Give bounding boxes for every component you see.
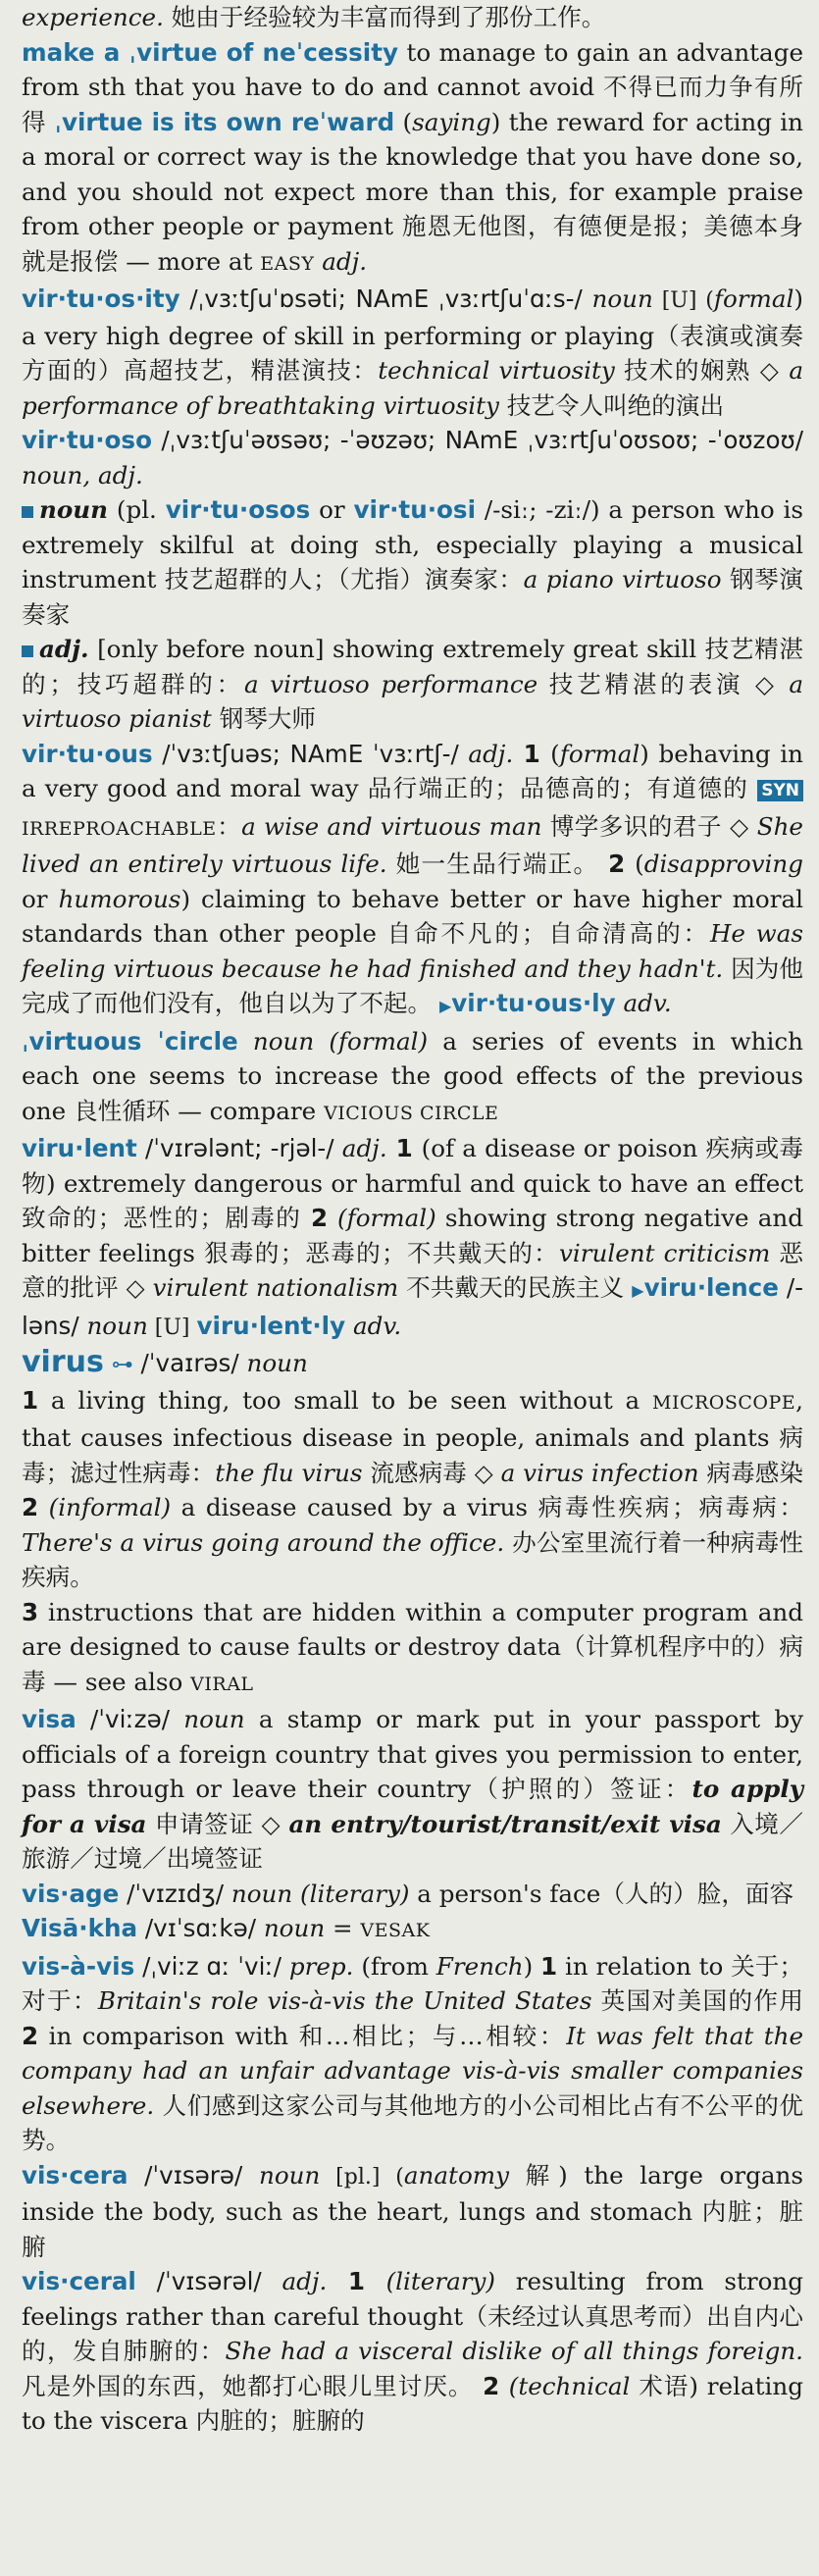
cross-reference: VESAK <box>360 1920 431 1941</box>
definition: [only before noun] showing extremely great skill 技艺精湛的；技巧超群的： <box>22 635 803 698</box>
register-label: (literary) <box>292 1879 410 1908</box>
headword: vis·age <box>22 1879 120 1908</box>
sense-adj <box>22 632 803 737</box>
part-of-speech: adj. <box>322 246 368 276</box>
register-label: disapproving <box>643 850 803 878</box>
definition: ) behaving in a very good and moral way 品行端正的；品德高的；有道德的 <box>22 739 803 802</box>
pronunciation: /ˈvaɪrəs/ <box>132 1349 247 1377</box>
part-of-speech: noun <box>246 1349 308 1377</box>
sense-number: 1 <box>513 739 551 768</box>
sense-number: 1 <box>327 2267 386 2295</box>
definition: a person's face（人的）脸，面容 <box>409 1879 794 1908</box>
sense-number: 2 <box>598 850 636 878</box>
pronunciation: /ˌvɜːtʃuˈəʊsəʊ; -ˈəʊzəʊ; NAmE ˌvɜːrtʃuˈoʊsoʊ; -ˈoʊzoʊ/ <box>151 426 803 454</box>
definition: ) a very high degree of skill in performing or playing（表演或演奏方面的）高超技艺，精湛演技： <box>22 284 803 385</box>
sense-noun <box>22 492 803 632</box>
part-of-speech: adj. <box>468 739 514 768</box>
entry-visage <box>22 1877 803 1912</box>
definition: in relation to 关于；对于： <box>22 1951 803 2015</box>
definition: ) claiming to behave better or have higher moral standards than other people 自命不凡的；自命清高的： <box>22 884 803 948</box>
translation: 技艺令人叫绝的演出 <box>498 390 725 420</box>
part-of-speech: noun <box>259 2160 321 2190</box>
text: = <box>325 1914 361 1942</box>
translation: 恶意的批评 ◇ <box>22 1238 803 1302</box>
sense-number: 2 <box>301 1204 338 1232</box>
register-label: (informal) <box>38 1493 172 1521</box>
sense-number: 1 <box>386 1134 422 1162</box>
definition: /-siː; -ziː/) a person who is extremely skilful at doing sth, especially playing a musical instrument 技艺超群的人；（尤指）演奏家： <box>22 495 803 593</box>
translation: 她由于经验较为丰富而得到了那份工作。 <box>163 3 606 31</box>
register-label: (formal) <box>337 1204 436 1232</box>
pronunciation: /-ləns/ <box>22 1273 803 1340</box>
language-label: French <box>435 1951 524 1981</box>
entry-visceral <box>22 2264 803 2439</box>
text: or <box>310 495 354 524</box>
translation: 因为他完成了而他们没有，他自以为了不起。 <box>22 953 803 1017</box>
entry-virulent <box>22 1131 803 1345</box>
example: There's a virus going around the office. <box>22 1527 505 1557</box>
part-of-speech: adj. <box>282 2267 328 2295</box>
pronunciation: /ˈviːzə/ <box>76 1705 184 1733</box>
part-of-speech: noun <box>230 1879 293 1908</box>
headword: vir·tu·ous <box>22 739 153 768</box>
part-of-speech: noun <box>39 495 109 524</box>
headword: vir·tu·os·ity <box>22 284 180 313</box>
pronunciation: /ˈvɪsərəl/ <box>135 2267 282 2295</box>
headword: vis·cera <box>22 2160 128 2190</box>
text: ( <box>635 850 644 878</box>
text: 术语 <box>630 2371 690 2400</box>
idiom-phrase: ˌvirtue is its own reˈward <box>54 107 395 136</box>
text: 解 <box>508 2160 559 2190</box>
headword: ˌvirtuous ˈcircle <box>22 1026 238 1056</box>
cross-reference: VIRAL <box>190 1673 254 1695</box>
example: the flu virus <box>215 1458 363 1487</box>
entry-idioms <box>22 35 803 283</box>
text: (from <box>353 1951 436 1981</box>
pronunciation: /ˈvɪzɪdʒ/ <box>119 1879 231 1908</box>
part-of-speech: adv. <box>345 1311 402 1340</box>
entry-virtuous <box>22 737 803 1024</box>
translation: 不共戴天的民族主义 <box>398 1273 633 1302</box>
text: or <box>22 884 59 913</box>
example: a virus infection <box>500 1458 699 1487</box>
headword: virus <box>22 1345 104 1379</box>
entry-vis-a-vis <box>22 1949 803 2158</box>
text: ) <box>523 1951 541 1981</box>
part-of-speech: noun <box>86 1311 148 1340</box>
derivative: viru·lence <box>643 1273 779 1302</box>
example: It was felt that the company had an unfair advantage vis-à-vis smaller companies elsewhere. <box>22 2021 804 2120</box>
entry-visakha <box>22 1911 803 1949</box>
sense-number: 2 <box>22 2021 39 2050</box>
register-label: (literary) <box>385 2267 495 2295</box>
definition: to manage to gain an advantage from sth that you have to do and cannot avoid 不得已而力争有所得 <box>22 37 803 136</box>
pronunciation: /ˈvɪsərə/ <box>128 2160 259 2190</box>
entry-virtuoso <box>22 423 803 492</box>
part-of-speech: noun <box>183 1705 245 1733</box>
cross-reference: VICIOUS CIRCLE <box>324 1102 499 1124</box>
sense-number: 1 <box>22 1385 39 1415</box>
part-of-speech: noun, adj. <box>22 460 143 489</box>
example: a performance of breathtaking virtuosity <box>22 356 803 420</box>
part-of-speech: noun <box>237 1026 315 1056</box>
arrow-right-icon: ▶ <box>632 1281 644 1300</box>
sense-number: 2 <box>22 1493 39 1521</box>
example: virulent criticism <box>559 1238 771 1267</box>
register-label: anatomy <box>403 2160 509 2190</box>
sense-number: 2 <box>473 2371 509 2400</box>
square-bullet-icon <box>22 506 33 518</box>
square-bullet-icon <box>22 645 33 657</box>
pronunciation: /vɪˈsɑːkə/ <box>137 1914 264 1942</box>
register-label: (technical <box>508 2371 631 2400</box>
headword: vis·ceral <box>22 2267 136 2295</box>
translation: 申请签证 ◇ <box>146 1809 289 1838</box>
derivative: vir·tu·ous·ly <box>451 989 616 1017</box>
sense-number: 3 <box>22 1597 39 1626</box>
register-label: saying <box>412 107 491 136</box>
definition: a disease caused by a virus 病毒性疾病；病毒病： <box>171 1493 803 1521</box>
entry-virus <box>22 1345 803 1383</box>
translation: 入境／旅游／过境／出境签证 <box>22 1809 803 1873</box>
translation: 凡是外国的东西，她都打心眼儿里讨厌。 <box>22 2371 474 2400</box>
definition: showing strong negative and bitter feelings 狠毒的；恶毒的；不共戴天的： <box>22 1204 803 1267</box>
translation: 办公室里流行着一种病毒性疾病。 <box>22 1527 803 1591</box>
part-of-speech: adv. <box>615 989 672 1017</box>
headword: vis-à-vis <box>22 1951 135 1981</box>
example: Britain's role vis-à-vis the United States <box>97 1986 592 2015</box>
synonym: IRREPROACHABLE <box>22 817 217 840</box>
translation: 技艺精湛的表演 ◇ <box>537 669 790 698</box>
example: a virtuoso performance <box>244 669 538 698</box>
register-label: formal <box>713 284 794 313</box>
entry-continuation <box>22 0 803 35</box>
translation: 博学多识的君子 ◇ <box>541 811 757 841</box>
headword: Visā·kha <box>22 1914 138 1942</box>
translation: 英国对美国的作用 <box>591 1986 803 2015</box>
cross-reference: MICROSCOPE <box>652 1391 796 1414</box>
headword: viru·lent <box>22 1134 137 1162</box>
text: ( <box>550 739 560 768</box>
grammar-label: [pl.] ( <box>320 2164 404 2190</box>
pronunciation: /ˌvɜːtʃuˈɒsəti; NAmE ˌvɜːrtʃuˈɑːs-/ <box>179 284 592 313</box>
cross-reference: EASY <box>260 252 315 275</box>
definition: a series of events in which each one seems to increase the good effects of the previous one 良性循环 — compare <box>22 1026 804 1125</box>
example: to apply for a visa <box>22 1775 804 1838</box>
entry-virtuosity <box>22 282 803 423</box>
definition: ) the large organs inside the body, such as the heart, lungs and stomach 内脏；脏腑 <box>22 2160 803 2261</box>
example: She lived an entirely virtuous life. <box>22 811 803 878</box>
sense-1 <box>22 1383 803 1595</box>
example: technical virtuosity <box>378 356 615 385</box>
part-of-speech: prep. <box>288 1951 354 1981</box>
definition: instructions that are hidden within a computer program and are designed to cause faults or destroy data（计算机程序中的）病毒 — see also <box>22 1597 803 1696</box>
definition: resulting from strong feelings rather than careful thought（未经过认真思考而）出自内心的，发自肺腑的： <box>22 2267 803 2365</box>
grammar-label: [U] ( <box>652 288 714 313</box>
part-of-speech: noun <box>263 1914 326 1942</box>
part-of-speech: noun <box>591 284 653 313</box>
example: She had a visceral dislike of all things foreign. <box>225 2337 803 2365</box>
example-text: experience. <box>22 3 164 31</box>
derivative: viru·lent·ly <box>196 1311 346 1340</box>
headword: vir·tu·oso <box>22 426 152 454</box>
text: ) <box>689 2371 698 2400</box>
text: ： <box>216 811 242 841</box>
pronunciation: /ˈvɪrələnt; -rjəl-/ <box>136 1134 342 1162</box>
entry-virtuous-circle <box>22 1024 803 1132</box>
sense-3 <box>22 1595 803 1703</box>
definition: a living thing, too small to be seen without a <box>38 1385 652 1415</box>
entry-viscera <box>22 2158 803 2265</box>
synonym-badge: SYN <box>757 780 803 801</box>
pronunciation: /ˌviːz ɑː ˈviː/ <box>134 1951 289 1981</box>
grammar-label: [U] <box>147 1314 197 1340</box>
register-label: (formal) <box>314 1026 429 1056</box>
example: virulent nationalism <box>152 1273 399 1302</box>
plural-form: vir·tu·osi <box>353 495 477 524</box>
arrow-right-icon: ▶ <box>438 997 452 1015</box>
translation: 病毒感染 <box>698 1458 803 1487</box>
idiom-phrase: make a ˌvirtue of neˈcessity <box>22 37 399 67</box>
translation: 钢琴大师 <box>211 704 316 733</box>
translation: 人们感到这家公司与其他地方的小公司相比占有不公平的优势。 <box>22 2090 803 2154</box>
definition: relating to the viscera 内脏的；脏腑的 <box>22 2371 803 2435</box>
definition: , that causes infectious disease in people, animals and plants 病毒；滤过性病毒： <box>22 1385 803 1487</box>
sense-number: 1 <box>540 1951 558 1981</box>
translation: 技术的娴熟 ◇ <box>614 356 790 385</box>
definition: a stamp or mark put in your passport by officials of a foreign country that gives you permission to enter, pass through or leave their country（护照的）签证： <box>22 1705 803 1803</box>
definition: ) the reward for acting in a moral or correct way is the knowledge that you have done so, and you should not expect more than this, for example praise from other people or payment 施恩无他图，有德便是报；美德本身就是报偿 — more at <box>22 107 803 276</box>
example: an entry/tourist/transit/exit visa <box>288 1809 722 1838</box>
part-of-speech: adj. <box>341 1134 387 1162</box>
part-of-speech: adj. <box>39 635 89 663</box>
example: a piano virtuoso <box>523 565 722 593</box>
text: ( <box>394 107 413 136</box>
definition: (of a disease or poison 疾病或毒物) extremely dangerous or harmful and quick to have an effect 致命的；恶性的；剧毒的 <box>22 1134 804 1232</box>
headword: visa <box>22 1705 77 1733</box>
register-label: formal <box>559 739 640 768</box>
translation: 她一生品行端正。 <box>386 850 599 878</box>
definition: in comparison with 和…相比；与…相较： <box>38 2021 567 2050</box>
plural-form: vir·tu·osos <box>165 495 311 524</box>
translation: 钢琴演奏家 <box>22 565 803 629</box>
example: a wise and virtuous man <box>241 811 542 841</box>
example: a virtuoso pianist <box>22 669 803 733</box>
entry-visa <box>22 1702 803 1877</box>
pronunciation: /ˈvɜːtʃuəs; NAmE ˈvɜːrtʃ-/ <box>152 739 469 768</box>
register-label: humorous <box>58 884 181 913</box>
text: (pl. <box>108 495 166 524</box>
example: He was feeling virtuous because he had finished and they hadn't. <box>22 919 803 983</box>
key-icon: ⊶ <box>111 1353 133 1377</box>
translation: 流感病毒 ◇ <box>362 1458 501 1487</box>
